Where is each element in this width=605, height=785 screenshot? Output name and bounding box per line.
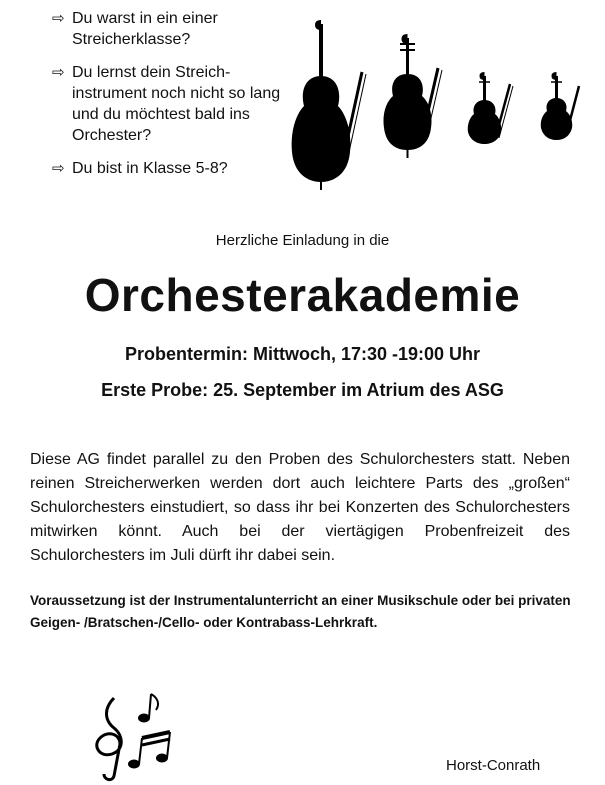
author-name: Horst-Conrath (446, 757, 541, 774)
right-arrow-icon: ⇨ (52, 160, 65, 177)
instruments-illustration (282, 14, 582, 194)
right-arrow-icon: ⇨ (52, 10, 65, 27)
requirement-paragraph: Voraussetzung ist der Instrumentalunterricht an einer Musikschule oder bei privaten Geigen- /Bratschen-/Cello- oder Kontrabass-Lehrkraft. (30, 593, 571, 630)
first-rehearsal: Erste Probe: 25. September im Atrium des ASG (101, 380, 504, 400)
bullet-list (52, 8, 282, 191)
bullet-text: Du lernst dein Streich-instrument noch nicht so lang und du möchtest bald ins Orchester? (72, 64, 281, 144)
bullet-item (52, 62, 282, 146)
rehearsal-time: Probentermin: Mittwoch, 17:30 -19:00 Uhr (124, 344, 481, 364)
double-bass-icon (292, 20, 366, 190)
page-title: Orchesterakademie (84, 269, 521, 321)
bullet-text: Du warst in ein einer Streicherklasse? (72, 10, 218, 48)
bullet-item (52, 8, 282, 50)
bullet-text: Du bist in Klasse 5-8? (72, 160, 228, 177)
violin-icon (541, 72, 579, 140)
description-paragraph: Diese AG findet parallel zu den Proben des Schulorchesters statt. Neben reinen Streicherwerken werden dort auch leichtere Parts des „großen“ Schulorchesters einstudiert, so dass ihr bei Konzerten des Schulorchesters mitwirken könnt. Auch bei der viertägigen Probenfreizeit des Schulorchesters im Juli dürft ihr dabei sein. (30, 451, 570, 564)
invitation-line: Herzliche Einladung in die (215, 232, 390, 249)
cello-icon (383, 34, 442, 158)
viola-icon (468, 72, 513, 144)
right-arrow-icon: ⇨ (52, 64, 65, 81)
music-notes-icon (84, 688, 184, 783)
bullet-item (52, 158, 282, 179)
